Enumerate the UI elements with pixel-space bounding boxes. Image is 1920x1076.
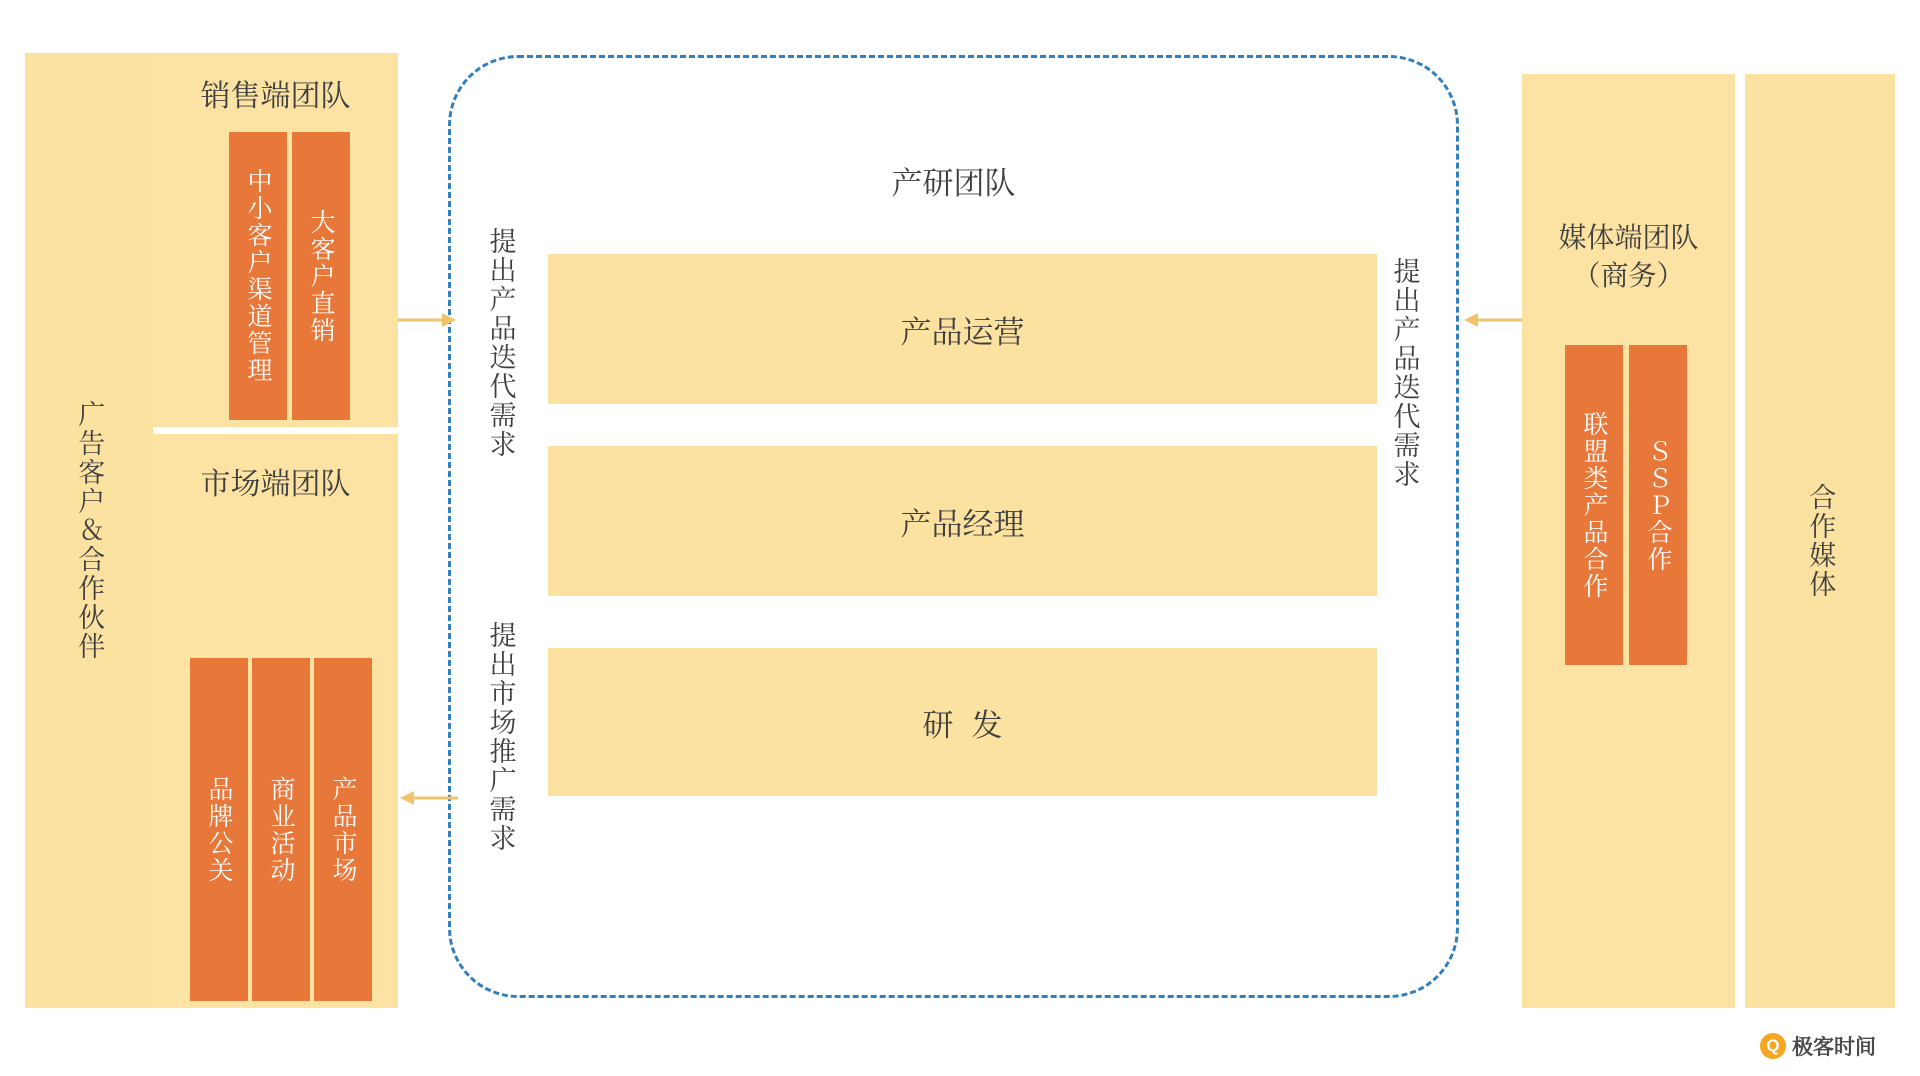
advertiser-customers-block: 广告客户＆合作伙伴 xyxy=(25,53,153,1008)
watermark-logo-icon: Q xyxy=(1760,1033,1786,1059)
sales-team-title: 销售端团队 xyxy=(200,80,351,113)
arrow-product-to-market xyxy=(398,778,458,818)
partner-media-block: 合作媒体 xyxy=(1745,74,1895,1008)
product-research-title: 产研团队 xyxy=(891,165,1016,201)
watermark-text: 极客时间 xyxy=(1792,1036,1876,1059)
sales-item-key-account: 大客户直销 xyxy=(292,132,350,420)
product-row-operations: 产品运营 xyxy=(548,254,1377,404)
market-item-product-marketing: 产品市场 xyxy=(314,658,372,1001)
flow-label-market-promotion: 提出市场推广需求 xyxy=(485,621,516,853)
product-row-product-manager: 产品经理 xyxy=(548,446,1377,596)
arrow-media-to-product xyxy=(1462,300,1522,340)
media-team-title xyxy=(1522,212,1735,302)
arrow-sales-to-product xyxy=(398,300,458,340)
media-team-title-line2: （商务） xyxy=(1572,260,1685,291)
media-team-title-line1: 媒体端团队 xyxy=(1558,222,1699,254)
product-row-development: 研发 xyxy=(548,648,1377,796)
flow-label-product-iteration-left: 提出产品迭代需求 xyxy=(485,227,516,459)
sales-item-sme-channel: 中小客户渠道管理 xyxy=(229,132,287,420)
market-item-brand-pr: 品牌公关 xyxy=(190,658,248,1001)
media-item-union-product: 联盟类产品合作 xyxy=(1565,345,1623,665)
watermark xyxy=(1760,1028,1900,1064)
market-team-title: 市场端团队 xyxy=(200,468,351,501)
market-item-business-activity: 商业活动 xyxy=(252,658,310,1001)
flow-label-product-iteration-right: 提出产品迭代需求 xyxy=(1389,256,1420,489)
media-item-ssp: ＳＳＰ合作 xyxy=(1629,345,1687,665)
